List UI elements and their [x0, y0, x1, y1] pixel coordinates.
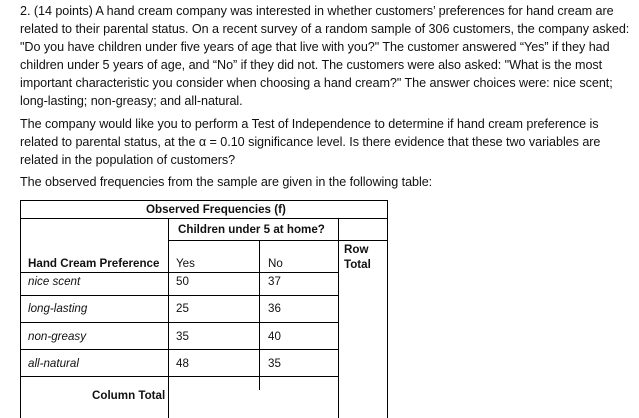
row-total-header: Row Total: [344, 243, 371, 271]
row-divider-1: [20, 295, 339, 296]
table-border-left: [20, 200, 21, 418]
row-divider-4: [20, 376, 339, 377]
cell-yes: 48: [176, 357, 189, 370]
column-total-label: Column Total: [92, 389, 166, 402]
title-row-divider: [20, 218, 388, 219]
table-border-top: [20, 200, 388, 201]
row-header: Hand Cream Preference: [28, 257, 160, 270]
col-divider-labels: [168, 218, 169, 418]
cell-no: 37: [268, 275, 281, 288]
row-label: long-lasting: [28, 302, 88, 315]
row-label: nice scent: [28, 275, 81, 288]
col-header-no: No: [268, 257, 283, 270]
header-row-divider: [20, 272, 339, 273]
problem-statement: 2. (14 points) A hand cream company was interested in whether customers’ preferences for hand cream are related to their parental status. On a recent survey of a random sample of 306 customers, the company asked: "Do you have children under five years of age that live with you?" The customer answered “Yes” if they had children under 5 years of age, and “No” if they did not. The customers were also asked: "What is the most important characteristic you consider when choosing a hand cream?" The answer choices were: nice scent; long-lasting; non-greasy; and all-natural.: [20, 4, 630, 108]
subtitle-divider: [168, 240, 388, 241]
cell-no: 36: [268, 302, 281, 315]
row-label: non-greasy: [28, 330, 87, 343]
row-divider-2: [20, 322, 339, 323]
table-intro: The observed frequencies from the sample are given in the following table:: [20, 175, 433, 189]
col-header-yes: Yes: [176, 257, 195, 270]
col-divider-total: [338, 218, 339, 418]
table-subtitle: Children under 5 at home?: [178, 223, 325, 236]
cell-no: 35: [268, 357, 281, 370]
col-divider-yes-no: [259, 240, 260, 390]
observed-frequencies-table: [20, 200, 388, 418]
table-title: Observed Frequencies (f): [146, 203, 286, 216]
cell-yes: 35: [176, 330, 189, 343]
table-border-right: [387, 200, 388, 418]
row-divider-3: [20, 349, 339, 350]
cell-yes: 50: [176, 275, 189, 288]
row-label: all-natural: [28, 357, 79, 370]
cell-no: 40: [268, 330, 281, 343]
cell-yes: 25: [176, 302, 189, 315]
problem-instructions: The company would like you to perform a Test of Independence to determine if hand cream preference is related to parental status, at the α = 0.10 significance level. Is there evidence that these two variables are related in the population of customers?: [20, 117, 601, 167]
